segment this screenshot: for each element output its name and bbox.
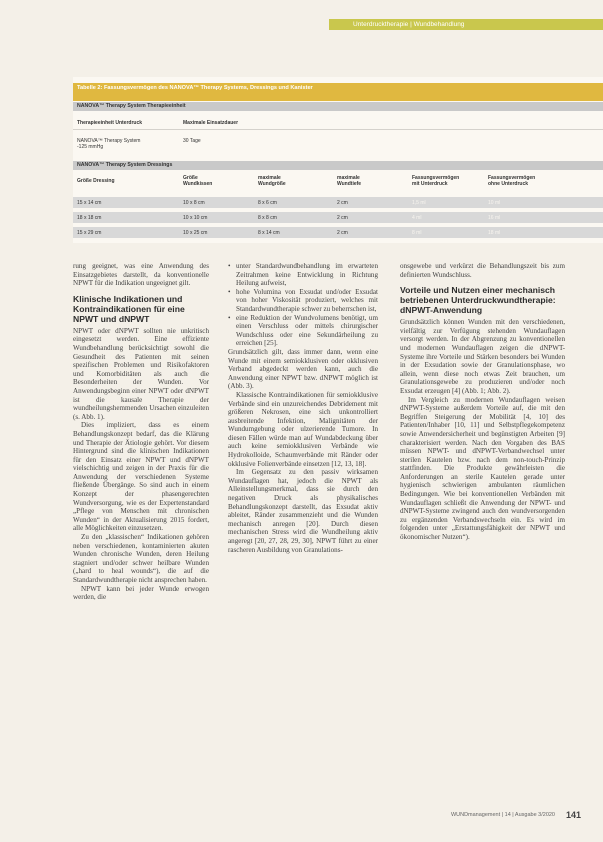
paragraph: Klassische Kontraindikationen für semiokklusive Verbände sind ein unzureichendes Debridement mit größeren Nekrosen, eine sich unkontrolliert ausbreitende Infektion, Malignitäten der Wundumgebung oder ulzerierende Tumore. In diesen Fällen würde man auf Wundabdeckung über auch keine semiokklusiven Verbände wie Hydrokolloide, Schaumverbände mit Ränder oder okklusive Folienverbände einsetzen [12, 13, 18].	[228, 390, 378, 468]
table-header-cell: ohne Unterdruck	[488, 181, 529, 187]
paragraph: onsgewebe und verkürzt die Behandlungszeit bis zum definierten Wundschluss.	[400, 262, 565, 279]
text-column-3	[400, 262, 565, 542]
table-cell: 1,5 ml	[412, 200, 426, 206]
table-cell: -125 mmHg	[77, 144, 104, 150]
table-cell: 10 x 25 cm	[183, 230, 208, 236]
table-cell: 2 cm	[337, 215, 348, 221]
table-cell: 8 x 6 cm	[258, 200, 277, 206]
paragraph: Dies impliziert, dass es einem Behandlungskonzept bedarf, das die Klärung und Therapie der Ätiologie gehört. Vor diesem Hintergrund sind die klinischen Indikationen für den Einsatz einer NPWT und dNPWT vielschichtig und zeigen in der Praxis für die Anwendung der verschiedenen Systeme fließende Übergänge. So sind auch in einem Konzept der phasengerechten Wundversorgung, wie es der Expertenstandard „Pflege von Menschen mit chronischen Wunden“ in der Aktualisierung 2015 fordert, alle Möglichkeiten einzusetzen.	[73, 421, 209, 533]
table-caption: Tabelle 2: Fassungsvermögen des NANOVA™ Therapy Systems, Dressings und Kanister	[73, 83, 603, 101]
table-cell: 10 x 8 cm	[183, 200, 205, 206]
table-header-cell: Fassungsvermögen	[488, 175, 536, 181]
paragraph: Zu den „klassischen“ Indikationen gehören neben verschiedenen, kontaminierten akuten Wunden chronische Wunden, deren Heilung stagniert und/oder schwer heilbare Wunden („hard to heal wounds“), die auf die Standardwundtherapie nicht ansprechen haben.	[73, 533, 209, 584]
running-header	[329, 19, 603, 30]
table-header-cell: Wundtiefe	[337, 181, 362, 187]
table-header-cell: Größe	[183, 175, 198, 181]
bullet-list	[228, 262, 378, 348]
list-item: • eine Reduktion der Wundvolumens benötigt, um einen Verschluss oder mittels chirurgischer Wundschluss oder eine Sekundärheilung zu erreichen [25].	[228, 314, 378, 348]
paragraph: NPWT oder dNPWT sollten nie unkritisch eingesetzt werden. Eine effiziente Wundbehandlung berücksichtigt sowohl die Gesundheit des Patienten mit seinen spezifischen Problemen und Risikofaktoren und Komorbiditäten als auch die Besonderheiten der Wunden. Vor Anwendungsbeginn einer NPWT oder dNPWT ist die kausale Therapie der wundheilungshemmenden Ursachen einzuleiten (s. Abb. 1).	[73, 326, 209, 421]
table-header-cell: Wundkissen	[183, 181, 213, 187]
table-cell: 18 x 18 cm	[77, 215, 102, 221]
table-header-cell: Therapieeinheit Unterdruck	[77, 120, 143, 126]
list-item: • hohe Volumina von Exsudat und/oder Exsudat von hoher Viskosität produziert, welches mit Standardwundtherapie schwer zu beherrschen ist,	[228, 288, 378, 314]
section-heading: Klinische Indikationen und Kontraindikationen für eine NPWT und dNPWT	[73, 293, 185, 324]
journal-footer: WUNDmanagement | 14 | Ausgabe 3/2020	[450, 812, 555, 818]
table-cell: 2 cm	[337, 200, 348, 206]
section-heading: Vorteile und Nutzen einer mechanisch betriebenen Unterdruckwundtherapie: dNPWT-Anwendung	[400, 285, 556, 316]
paragraph: Grundsätzlich gilt, dass immer dann, wenn eine Wunde mit einem semiokklusiven oder okklusiven Verband abgedeckt werden kann, auch die Anwendung einer NPWT bzw. dNPWT möglich ist (Abb. 3).	[228, 347, 378, 391]
paragraph: Grundsätzlich können Wunden mit den verschiedenen, vielfältig zur Verfügung stehenden Wundauflagen versorgt werden. In der Abgrenzung zu konventionellen und modernen Wundauflagen zeigen die dNPWT-Systeme ihre Vorteile und Stärken besonders bei Wunden in der Exsudation sowie der Granulationsphase, wo allein, wenn diese noch etwas Zeit brauchen, um Granulationsgewebe zu produzieren und/oder noch Exsudat erzeugen [4] (Abb. 1; Abb. 2).	[400, 318, 565, 395]
table-cell: 4 ml	[412, 215, 422, 221]
table-header-cell: Größe Dressing	[77, 178, 115, 184]
table-header-cell: mit Unterdruck	[412, 181, 448, 187]
table-divider	[73, 129, 603, 130]
list-item: • unter Standardwundbehandlung im erwarteten Zeitrahmen keine Entwicklung in Richtung Heilung aufweist,	[228, 262, 378, 288]
table-cell: 16 ml	[488, 215, 501, 221]
table-header-cell: Maximale Einsatzdauer	[183, 120, 239, 126]
table-header-cell: maximale	[337, 175, 360, 181]
text-column-2	[228, 262, 378, 554]
paragraph: NPWT kann bei jeder Wunde erwogen werden, die	[73, 584, 209, 602]
table-header-cell: Wundgröße	[258, 181, 286, 187]
paragraph: Im Gegensatz zu den passiv wirksamen Wundauflagen hat, jedoch die NPWT als Alleinstellungsmerkmal, dass sie durch den negativen Druck als physikalisches Behandlungskonzept darstellt, das Exsudat aktiv ableitet, Ränder zusammenzieht und die Wunden mechanisch anregen [20]. Durch diesen mechanischen Stress wird die Wundheilung aktiv angeregt [20, 27, 28, 29, 30], NPWT führt zu einer rascheren Ausbildung von Granulations-	[228, 468, 378, 554]
paragraph: Im Vergleich zu modernen Wundauflagen weisen dNPWT-Systeme außerdem Vorteile auf, die mit den Begriffen Steigerung der Mobilität [4, 10] des Patienten/Inhaber [10, 11] und Selbstpflegekompetenz sowie Anwendersicherheit und begünstigten Arbeiten [9] charakterisiert werden. Nach den Vorgaben des BAS müssen NPWT- und dNPWT-Verbandwechsel unter sterilen Kautelen bzw. nach dem non-touch-Prinzip stattfinden. Die Produkte gewährleisten die Anforderungen an sterile Kautelen gerade unter hygienisch schwierigen ambulanten räumlichen Bedingungen. Wie bei konventionellen Verbänden mit Wundauflagen schließt die Anwendung der NPWT- und dNPWT-Systeme zwingend auch den wundversorgenden zu ergänzenden Verbandswechseln ein. Es wird im folgenden unter „Erstattungsfähigkeit der NPWT und ökonomischer Nutzen“).	[400, 395, 565, 542]
table-cell: 8 x 14 cm	[258, 230, 280, 236]
paragraph: rung geeignet, was eine Anwendung des Einsatzgebietes darstellt, da konventionelle NPWT für die Indikation ungeeignet gilt.	[73, 262, 209, 288]
table-header-cell: Fassungsvermögen	[412, 175, 460, 181]
running-title: Unterdrucktherapie | Wundbehandlung	[353, 21, 465, 28]
table-cell: 15 x 29 cm	[77, 230, 102, 236]
table-cell: 8 x 8 cm	[258, 215, 277, 221]
table-cell: 10 ml	[488, 200, 501, 206]
table-cell: 15 x 14 cm	[77, 200, 102, 206]
table-cell: 18 ml	[488, 230, 501, 236]
table-cell: 30 Tage	[183, 138, 201, 144]
table-cell: 10 x 10 cm	[183, 215, 208, 221]
table-cell: NANOVA™ Therapy System	[77, 138, 141, 144]
text-column-1	[73, 262, 209, 602]
table-cell: 2 cm	[337, 230, 348, 236]
table-cell: 8 ml	[412, 230, 422, 236]
page-number: 141	[566, 810, 582, 820]
table-header-cell: maximale	[258, 175, 281, 181]
table-section-title: NANOVA™ Therapy System Therapieeinheit	[73, 102, 603, 111]
table-section-title: NANOVA™ Therapy System Dressings	[73, 161, 603, 170]
